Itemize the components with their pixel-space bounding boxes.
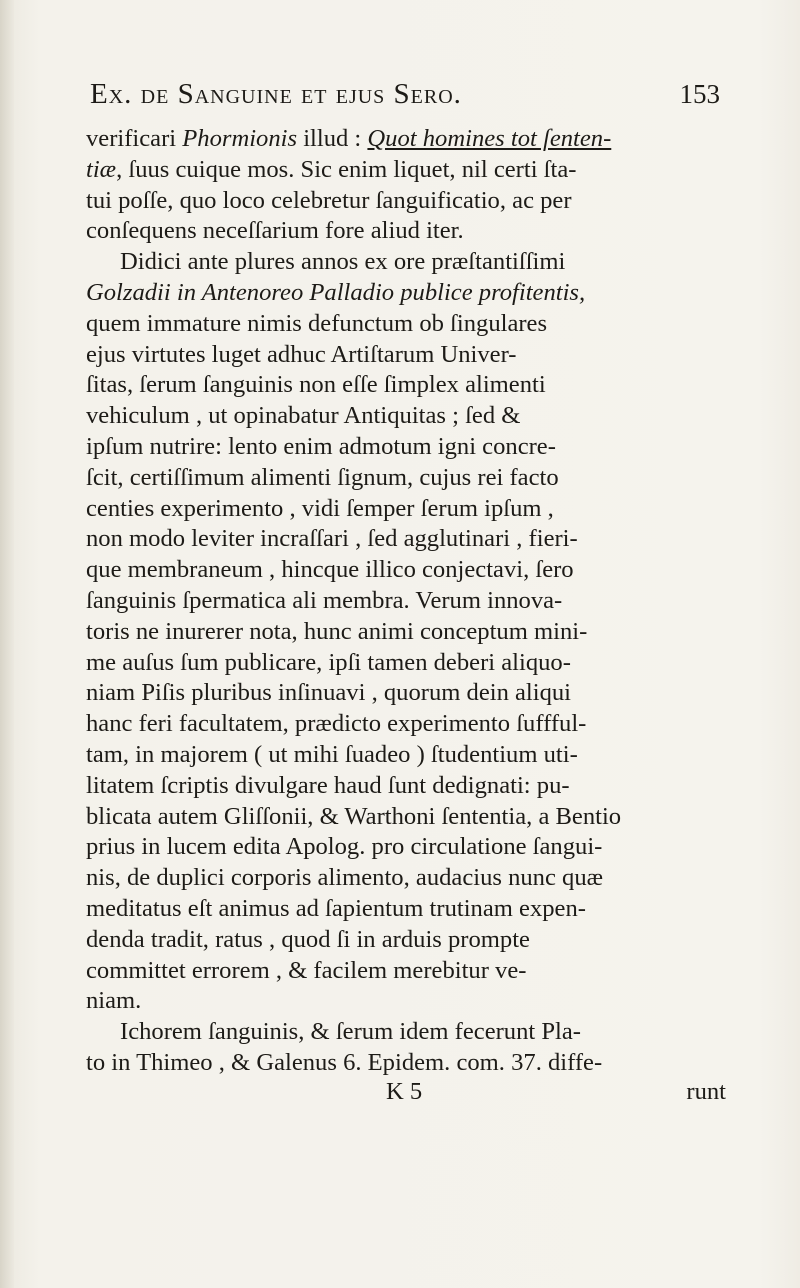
text-line: tam, in majorem ( ut mihi ſuadeo ) ſtudentium uti-: [86, 740, 578, 768]
text-line: non modo leviter incraſſari , ſed agglutinari , fieri-: [86, 525, 578, 553]
text-line: ſanguinis ſpermatica ali membra. Verum innova-: [86, 586, 563, 614]
text-line: litatem ſcriptis divulgare haud ſunt dedignati: pu-: [86, 771, 570, 799]
text-line: Golzadii in Antenoreo Palladio publice profitentis,: [86, 278, 586, 306]
text-line: tiæ, ſuus cuique mos. Sic enim liquet, nil certi ſta-: [86, 155, 577, 183]
page-header: [90, 78, 720, 118]
text-line: denda tradit, ratus , quod ſi in arduis prompte: [86, 925, 530, 953]
text-line: niam Piſis pluribus inſinuavi , quorum dein aliqui: [86, 679, 572, 707]
signature-mark: K 5: [386, 1078, 423, 1105]
text-line: ipſum nutrire: lento enim admotum igni concre-: [86, 432, 556, 460]
running-title: Ex. de Sanguine et ejus Sero.: [90, 78, 462, 110]
text-line: tui poſſe, quo loco celebretur ſanguificatio, ac per: [86, 186, 572, 214]
text-line: to in Thimeo , & Galenus 6. Epidem. com. 37. diffe-: [86, 1048, 603, 1076]
text-line: prius in lucem edita Apolog. pro circulatione ſangui-: [86, 833, 603, 861]
text-line: committet errorem , & facilem merebitur ve-: [86, 956, 527, 984]
text-line: blicata autem Gliſſonii, & Warthoni ſententia, a Bentio: [86, 802, 622, 830]
text-line: toris ne inurerer nota, hunc animi conceptum mini-: [86, 617, 588, 645]
text-line: me auſus ſum publicare, ipſi tamen deberi aliquo-: [86, 648, 571, 676]
binding-edge: [0, 0, 14, 1288]
text-line: ſitas, ſerum ſanguinis non eſſe ſimplex alimenti: [86, 371, 546, 399]
body-text: [86, 124, 726, 1079]
text-line: ſcit, certiſſimum alimenti ſignum, cujus rei facto: [86, 463, 559, 491]
catchword: runt: [686, 1078, 726, 1105]
page-number: 153: [679, 79, 720, 109]
text-line: Didici ante plures annos ex ore præſtantiſſimi: [120, 248, 566, 276]
text-line: vehiculum , ut opinabatur Antiquitas ; ſed &: [86, 402, 521, 430]
text-line: que membraneum , hincque illico conjectavi, ſero: [86, 556, 574, 584]
text-line: centies experimento , vidi ſemper ſerum ipſum ,: [86, 494, 554, 522]
text-line: ejus virtutes luget adhuc Artiſtarum Univer-: [86, 340, 517, 368]
text-line: nis, de duplici corporis alimento, audacius nunc quæ: [86, 864, 604, 892]
text-line: quem immature nimis defunctum ob ſingulares: [86, 309, 548, 337]
page-footer: [86, 1078, 726, 1108]
text-line: Ichorem ſanguinis, & ſerum idem fecerunt Pla-: [120, 1018, 581, 1046]
text-line: verificari Phormionis illud : Quot homines tot ſenten-: [86, 125, 612, 152]
text-line: niam.: [86, 987, 142, 1015]
text-line: conſequens neceſſarium fore aliud iter.: [86, 217, 464, 245]
text-line: meditatus eſt animus ad ſapientum trutinam expen-: [86, 894, 586, 922]
text-line: hanc feri facultatem, prædicto experimento ſuffful-: [86, 710, 587, 738]
